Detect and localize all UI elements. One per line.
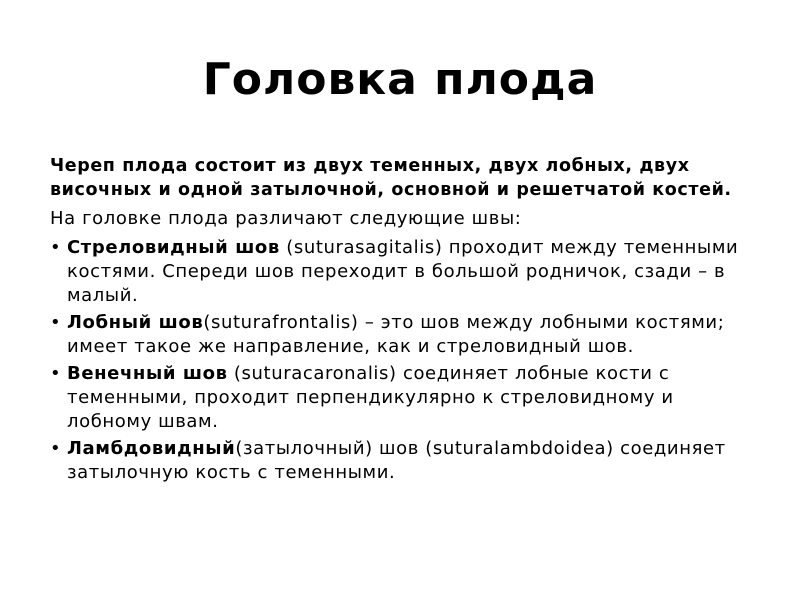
item-term: Венечный шов xyxy=(67,363,228,384)
lead-paragraph: На головке плода различают следующие швы: xyxy=(50,208,522,229)
bullet-icon: • xyxy=(50,438,62,459)
item-text: (затылочный) шов (suturalambdoidea) соединяет затылочную кость с теменными. xyxy=(67,438,726,483)
item-text: (suturacaronalis) соединяет лобные кости с теменными, проходит перпендикулярно к стреловидному и лобному швам. xyxy=(67,363,674,432)
item-text: (suturasagitalis) проходит между теменными костями. Спереди шов переходит в большой родничок, сзади – в малый. xyxy=(67,237,739,306)
item-term: Лобный шов xyxy=(67,312,204,333)
list-item xyxy=(50,362,740,434)
slide-title: Головка плода xyxy=(202,54,598,105)
slide-body xyxy=(50,154,740,488)
list-item xyxy=(50,311,740,359)
item-term: Ламбдовидный xyxy=(67,438,236,459)
item-term: Стреловидный шов xyxy=(67,237,280,258)
bullet-icon: • xyxy=(50,312,62,333)
bullet-icon: • xyxy=(50,363,62,384)
sutures-list xyxy=(50,236,740,485)
item-text: (suturafrontalis) – это шов между лобными костями; имеет такое же направление, как и стреловидный шов. xyxy=(67,312,725,357)
bullet-icon: • xyxy=(50,237,62,258)
intro-paragraph: Череп плода состоит из двух теменных, двух лобных, двух височных и одной затылочной, основной и решетчатой костей. xyxy=(50,156,732,200)
list-item xyxy=(50,236,740,308)
list-item xyxy=(50,437,740,485)
